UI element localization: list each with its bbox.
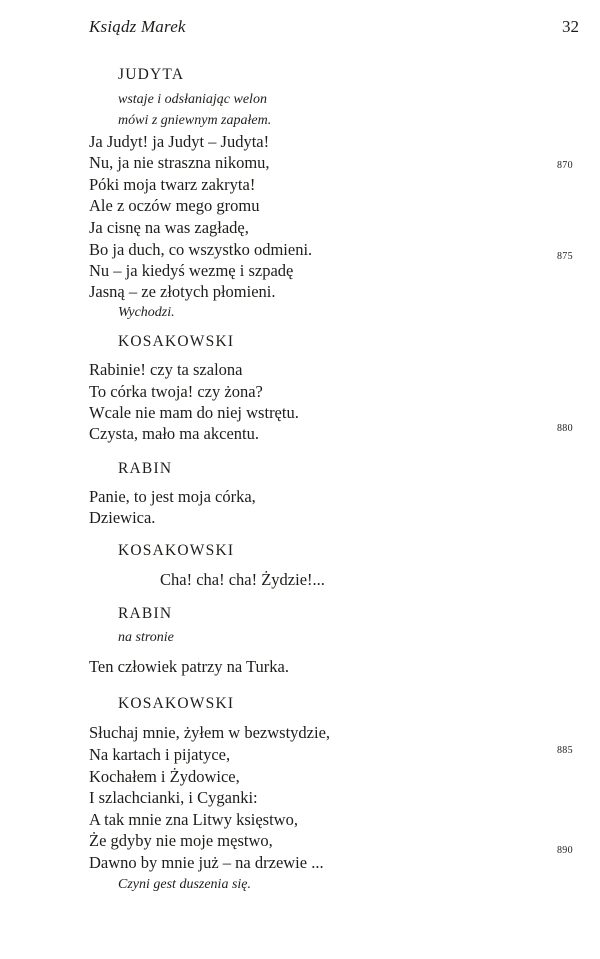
verse-line: Czysta, mało ma akcentu. bbox=[89, 424, 259, 443]
verse-line: Jasną – ze złotych płomieni. bbox=[89, 282, 276, 301]
show-through-text bbox=[330, 55, 590, 895]
page-number: 32 bbox=[562, 17, 579, 36]
speaker-name: KOSAKOWSKI bbox=[118, 695, 235, 712]
stage-direction: na stronie bbox=[118, 630, 174, 645]
stage-direction: wstaje i odsłaniając welon bbox=[118, 92, 267, 107]
stage-direction: Czyni gest duszenia się. bbox=[118, 877, 251, 892]
verse-line: Bo ja duch, co wszystko odmieni. bbox=[89, 240, 313, 259]
speaker-name: JUDYTA bbox=[118, 66, 185, 83]
running-title: Ksiądz Marek bbox=[89, 17, 186, 36]
page-header bbox=[89, 17, 579, 41]
verse-line: Dziewica. bbox=[89, 508, 156, 527]
verse-line: Że gdyby nie moje męstwo, bbox=[89, 831, 273, 850]
verse-line: Nu, ja nie straszna nikomu, bbox=[89, 153, 270, 172]
speaker-name: RABIN bbox=[118, 605, 173, 622]
speaker-name: KOSAKOWSKI bbox=[118, 542, 235, 559]
verse-line: Rabinie! czy ta szalona bbox=[89, 360, 243, 379]
verse-line: Ja cisnę na was zagładę, bbox=[89, 218, 249, 237]
line-number: 875 bbox=[557, 251, 573, 262]
verse-line: A tak mnie zna Litwy księstwo, bbox=[89, 810, 298, 829]
verse-line: Na kartach i pijatyce, bbox=[89, 745, 231, 764]
line-number: 870 bbox=[557, 160, 573, 171]
verse-line: Ale z oczów mego gromu bbox=[89, 196, 260, 215]
line-number: 885 bbox=[557, 745, 573, 756]
verse-line: Cha! cha! cha! Żydzie!... bbox=[160, 570, 325, 589]
stage-direction: mówi z gniewnym zapałem. bbox=[118, 113, 272, 128]
verse-line: Słuchaj mnie, żyłem w bezwstydzie, bbox=[89, 723, 331, 742]
verse-line: Kochałem i Żydowice, bbox=[89, 767, 240, 786]
verse-line: Panie, to jest moja córka, bbox=[89, 487, 256, 506]
speaker-name: RABIN bbox=[118, 460, 173, 477]
line-number: 880 bbox=[557, 423, 573, 434]
verse-line: To córka twoja! czy żona? bbox=[89, 382, 263, 401]
verse-line: Wcale nie mam do niej wstrętu. bbox=[89, 403, 299, 422]
speaker-name: KOSAKOWSKI bbox=[118, 333, 235, 350]
verse-line: Póki moja twarz zakryta! bbox=[89, 175, 256, 194]
stage-direction: Wychodzi. bbox=[118, 305, 175, 320]
verse-line: I szlachcianki, i Cyganki: bbox=[89, 788, 258, 807]
verse-line: Ja Judyt! ja Judyt – Judyta! bbox=[89, 132, 270, 151]
line-number: 890 bbox=[557, 845, 573, 856]
verse-line: Dawno by mnie już – na drzewie ... bbox=[89, 853, 324, 872]
verse-line: Ten człowiek patrzy na Turka. bbox=[89, 657, 289, 676]
verse-line: Nu – ja kiedyś wezmę i szpadę bbox=[89, 261, 294, 280]
